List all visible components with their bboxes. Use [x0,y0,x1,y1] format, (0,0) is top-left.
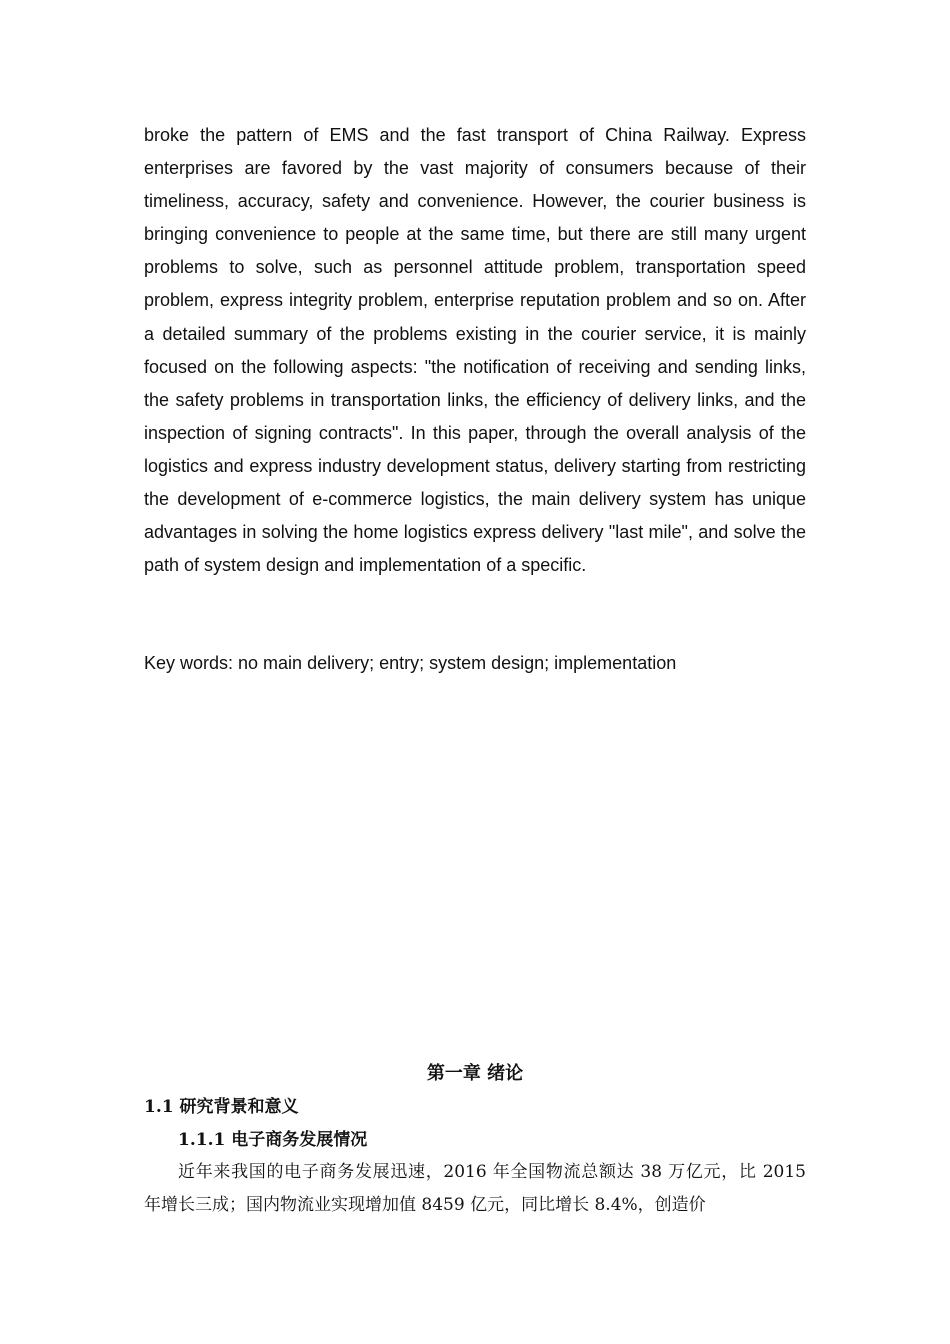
section-heading: 1.1 研究背景和意义 [144,1097,299,1117]
abstract-paragraph: broke the pattern of EMS and the fast transport of China Railway. Express enterprises are favored by the vast majority of consumers because of their timeliness, accuracy, safety and convenience. However, the courier business is bringing convenience to people at the same time, but there are still many urgent problems to solve, such as personnel attitude problem, transportation speed problem, express integrity problem, enterprise reputation problem and so on. After a detailed summary of the problems existing in the courier service, it is mainly focused on the following aspects: "the notification of receiving and sending links, the safety problems in transportation links, the efficiency of delivery links, and the inspection of signing contracts". In this paper, through the overall analysis of the logistics and express industry development status, delivery starting from restricting the development of e-commerce logistics, the main delivery system has unique advantages in solving the home logistics express delivery "last mile", and solve the path of system design and implementation of a specific. [144,125,806,576]
keywords-line: Key words: no main delivery; entry; system design; implementation [144,653,677,673]
chapter-title: 第一章 绪论 [426,1063,524,1084]
subsection-heading: 1.1.1 电子商务发展情况 [178,1130,368,1150]
body-paragraph: 近年来我国的电子商务发展迅速，2016 年全国物流总额达 38 万亿元，比 2015 年增长三成；国内物流业实现增加值 8459 亿元，同比增长 8.4%，创造价 [144,1162,806,1215]
